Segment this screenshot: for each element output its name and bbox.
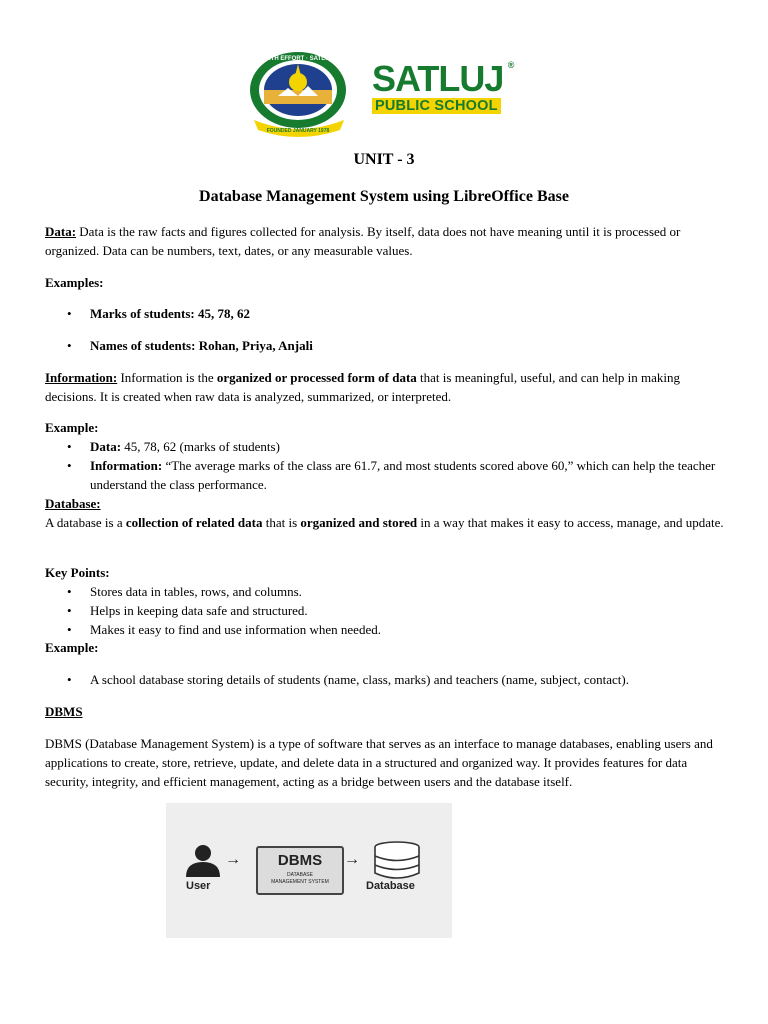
- arrow-icon: →: [225, 851, 241, 868]
- list-item: • Stores data in tables, rows, and columns.: [45, 582, 725, 601]
- user-label: User: [186, 880, 211, 892]
- logo-name-text: SATLUJ: [372, 58, 504, 99]
- list-item: • Data: 45, 78, 62 (marks of students): [45, 437, 725, 456]
- key-points-list: [45, 582, 725, 639]
- dbms-box: [256, 846, 344, 895]
- dbms-diagram: [166, 803, 452, 938]
- dbms-label: DBMS: [45, 704, 83, 719]
- logo-subtitle: PUBLIC SCHOOL: [372, 98, 501, 114]
- list-item: • Information: “The average marks of the class are 61.7, and most students scored above 60,” which can help the teacher understand the class performance.: [45, 456, 725, 494]
- dbms-box-title: DBMS: [277, 852, 323, 869]
- information-example-label: Example:: [45, 420, 99, 435]
- data-label: Data:: [45, 224, 77, 239]
- logo-wordmark: [372, 58, 515, 115]
- database-icon: [372, 841, 422, 879]
- page-title: Database Management System using LibreOffice Base: [199, 188, 569, 205]
- user-icon: [183, 843, 223, 879]
- data-examples-list: [45, 304, 725, 323]
- list-item: • Names of students: Rohan, Priya, Anjali: [45, 336, 725, 355]
- information-label: Information:: [45, 370, 118, 385]
- dbms-box-sub-2: MANAGEMENT SYSTEM: [271, 879, 329, 885]
- dbms-box-sub-1: DATABASE: [287, 872, 313, 878]
- unit-heading: UNIT - 3: [353, 151, 415, 168]
- examples-label: Examples:: [45, 275, 104, 290]
- registered-mark: ®: [507, 60, 515, 70]
- database-label: Database: [366, 880, 415, 892]
- list-item: • Marks of students: 45, 78, 62: [45, 304, 725, 323]
- arrow-icon: →: [344, 851, 360, 868]
- database-definition: A database is a collection of related data that is organized and stored in a way that makes it easy to access, manage, and update.: [45, 515, 724, 530]
- emblem-motto-text: YOU SHALL LIVE WITH EFFORT · SATLUJ PUBLIC SCHOOL: [212, 56, 384, 62]
- list-item: • Makes it easy to find and use information when needed.: [45, 620, 725, 639]
- database-example-label: Example:: [45, 640, 99, 655]
- logo-name: [372, 58, 515, 99]
- information-example-list: [45, 437, 725, 494]
- list-item: • A school database storing details of students (name, class, marks) and teachers (name, subject, contact).: [45, 670, 725, 689]
- dbms-definition: DBMS (Database Management System) is a type of software that serves as an interface to manage databases, enabling users and applications to create, store, retrieve, update, and delete data in a structured and organized way. It provides features for data security, integrity, and efficient management, acting as a bridge between users and the database itself.: [45, 736, 713, 789]
- school-emblem-icon: [212, 50, 384, 136]
- data-definition: [45, 222, 725, 260]
- data-text: Data is the raw facts and figures collected for analysis. By itself, data does not have meaning until it is processed or organized. Data can be numbers, text, dates, or any measurable values.: [45, 224, 681, 258]
- database-example-list: [45, 670, 725, 689]
- school-logo: [212, 50, 528, 136]
- information-definition: Information: Information is the organized or processed form of data that is meaningful, useful, and can help in making decisions. It is created when raw data is analyzed, summarized, or interpreted.: [45, 370, 680, 404]
- data-examples-list-2: [45, 336, 725, 355]
- emblem-founded-text: FOUNDED JANUARY 1978: [266, 128, 330, 134]
- list-item: • Helps in keeping data safe and structured.: [45, 601, 725, 620]
- key-points-label: Key Points:: [45, 565, 110, 580]
- database-label: Database:: [45, 496, 101, 511]
